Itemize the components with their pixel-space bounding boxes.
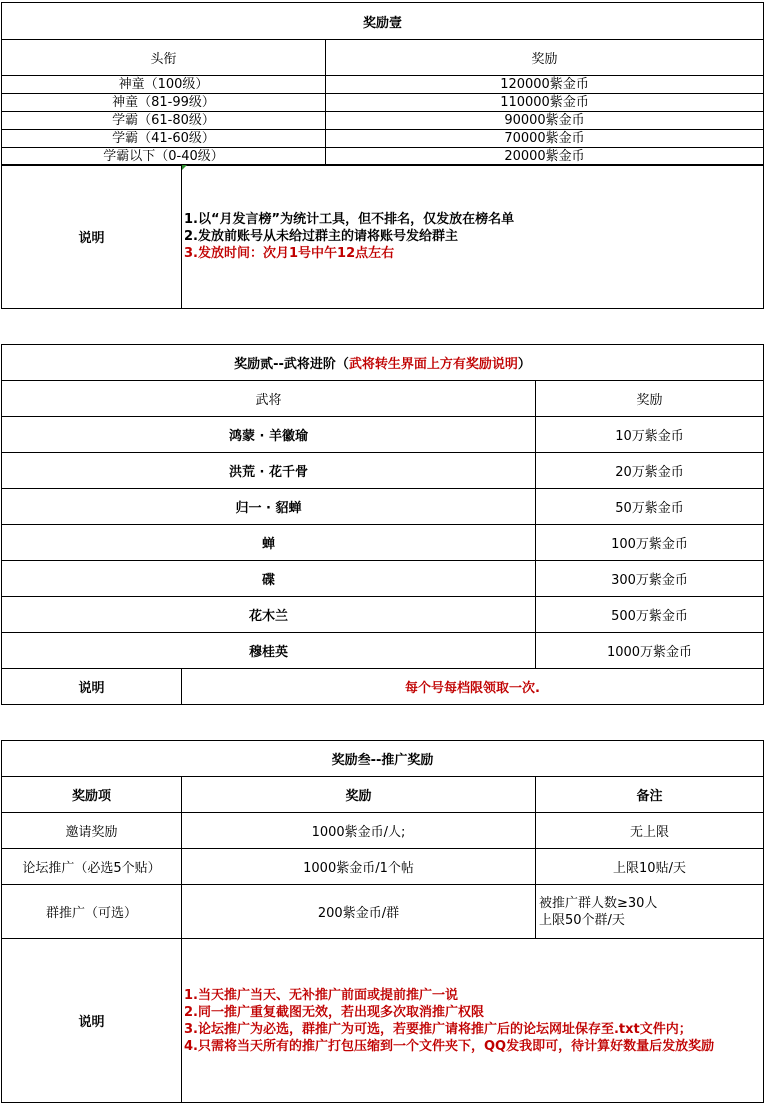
title-cell: 学霸（41-60级） bbox=[2, 130, 326, 148]
column-header-reward: 奖励 bbox=[536, 381, 764, 417]
title-cell: 神童（100级） bbox=[2, 76, 326, 94]
general-cell: 洪荒 · 花千骨 bbox=[2, 453, 536, 489]
general-cell: 穆桂英 bbox=[2, 633, 536, 669]
section-title: 奖励壹 bbox=[2, 3, 764, 40]
column-header-reward: 奖励 bbox=[326, 40, 764, 76]
reward-cell: 120000紫金币 bbox=[326, 76, 764, 94]
remark-line: 被推广群人数≥30人 bbox=[539, 895, 658, 911]
reward-table-2-notes bbox=[1, 668, 764, 705]
general-cell: 碟 bbox=[2, 561, 536, 597]
column-header-reward: 奖励 bbox=[182, 777, 536, 813]
column-header-title: 头衔 bbox=[2, 40, 326, 76]
section-title: 奖励叁--推广奖励 bbox=[2, 741, 764, 777]
note-line: 2.发放前账号从未给过群主的请将账号发给群主 bbox=[184, 229, 458, 244]
item-cell: 论坛推广（必选5个贴） bbox=[2, 849, 182, 885]
note-line: 2.同一推广重复截图无效，若出现多次取消推广权限 bbox=[184, 1004, 484, 1020]
general-cell: 蝉 bbox=[2, 525, 536, 561]
reward-cell: 50万紫金币 bbox=[536, 489, 764, 525]
reward-cell: 300万紫金币 bbox=[536, 561, 764, 597]
reward-cell: 500万紫金币 bbox=[536, 597, 764, 633]
section-title-end: ） bbox=[517, 357, 531, 372]
reward-table-3 bbox=[1, 740, 764, 939]
note-cell bbox=[182, 165, 764, 309]
reward-cell: 90000紫金币 bbox=[326, 112, 764, 130]
reward-table-1 bbox=[1, 2, 764, 166]
reward-table-1-notes bbox=[1, 164, 764, 309]
title-cell: 学霸（61-80级） bbox=[2, 112, 326, 130]
note-cell: 每个号每档限领取一次. bbox=[182, 669, 764, 705]
column-header-remark: 备注 bbox=[536, 777, 764, 813]
note-label: 说明 bbox=[2, 939, 182, 1103]
reward-cell: 1000紫金币/1个帖 bbox=[182, 849, 536, 885]
general-cell: 归一 · 貂蝉 bbox=[2, 489, 536, 525]
note-line: 3.发放时间：次月1号中午12点左右 bbox=[184, 246, 395, 261]
reward-table-3-notes bbox=[1, 938, 764, 1103]
column-header-item: 奖励项 bbox=[2, 777, 182, 813]
reward-cell: 110000紫金币 bbox=[326, 94, 764, 112]
remark-line: 上限50个群/天 bbox=[539, 912, 625, 928]
note-cell bbox=[182, 939, 764, 1103]
note-label: 说明 bbox=[2, 165, 182, 309]
reward-cell: 1000万紫金币 bbox=[536, 633, 764, 669]
title-cell: 神童（81-99级） bbox=[2, 94, 326, 112]
reward-cell: 200紫金币/群 bbox=[182, 885, 536, 939]
remark-cell: 上限10贴/天 bbox=[536, 849, 764, 885]
reward-cell: 100万紫金币 bbox=[536, 525, 764, 561]
general-cell: 鸿蒙 · 羊徽瑜 bbox=[2, 417, 536, 453]
reward-cell: 70000紫金币 bbox=[326, 130, 764, 148]
reward-cell: 1000紫金币/人; bbox=[182, 813, 536, 849]
note-label: 说明 bbox=[2, 669, 182, 705]
title-cell: 学霸以下（0-40级） bbox=[2, 148, 326, 166]
note-line: 1.以“月发言榜”为统计工具，但不排名，仅发放在榜名单 bbox=[184, 212, 515, 227]
section-title-highlight: 武将转生界面上方有奖励说明 bbox=[348, 357, 518, 372]
reward-cell: 20万紫金币 bbox=[536, 453, 764, 489]
note-line: 4.只需将当天所有的推广打包压缩到一个文件夹下，QQ发我即可，待计算好数量后发放奖励 bbox=[184, 1038, 715, 1054]
reward-table-2 bbox=[1, 344, 764, 669]
comment-marker-icon bbox=[182, 165, 187, 170]
reward-cell: 20000紫金币 bbox=[326, 148, 764, 166]
reward-cell: 10万紫金币 bbox=[536, 417, 764, 453]
general-cell: 花木兰 bbox=[2, 597, 536, 633]
item-cell: 邀请奖励 bbox=[2, 813, 182, 849]
section-title bbox=[2, 345, 764, 381]
note-line: 1.当天推广当天、无补推广前面或提前推广一说 bbox=[184, 987, 458, 1003]
column-header-general: 武将 bbox=[2, 381, 536, 417]
remark-cell bbox=[536, 885, 764, 939]
section-title-main: 奖励贰--武将进阶（ bbox=[234, 357, 349, 372]
remark-cell: 无上限 bbox=[536, 813, 764, 849]
item-cell: 群推广（可选） bbox=[2, 885, 182, 939]
note-line: 3.论坛推广为必选，群推广为可选，若要推广请将推广后的论坛网址保存至.txt文件内； bbox=[184, 1021, 692, 1037]
